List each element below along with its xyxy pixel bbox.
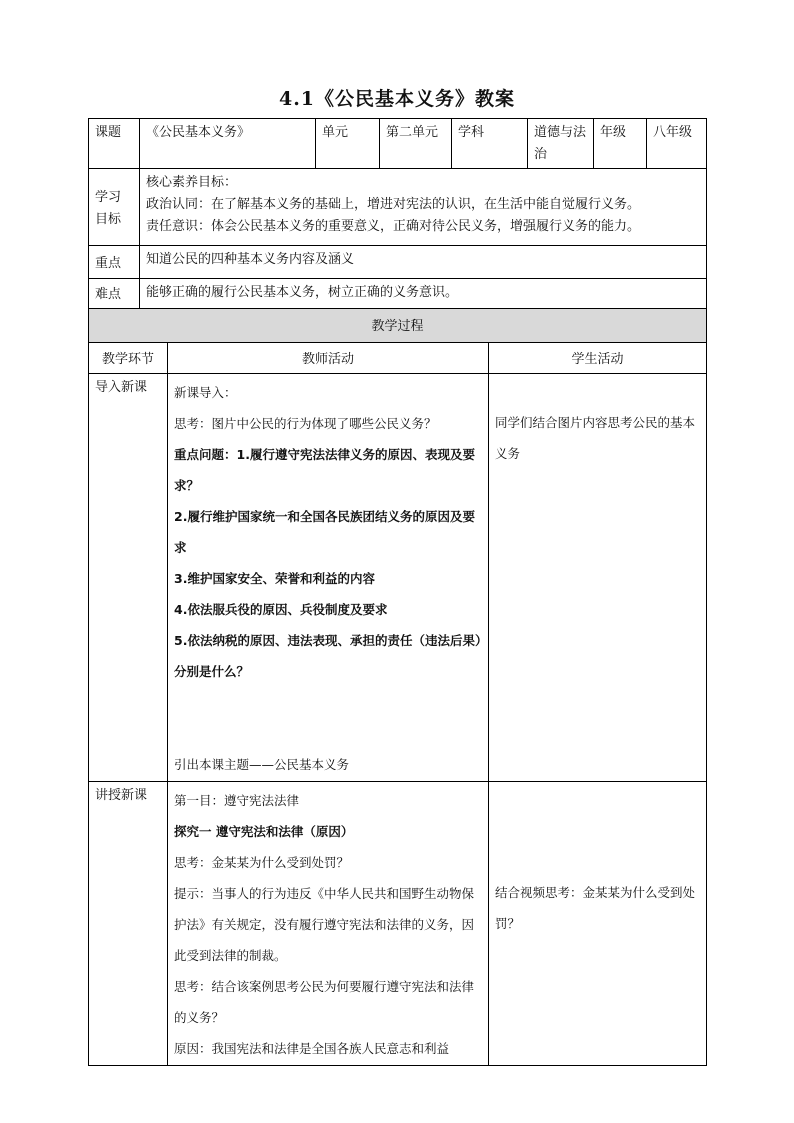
teacher-line: 第一目：遵守宪法法律: [174, 793, 300, 808]
teacher-line: 引出本课主题——公民基本义务: [174, 757, 350, 772]
objectives-line: 政治认同：在了解基本义务的基础上，增进对宪法的认识，在生活中能自觉履行义务。: [146, 197, 641, 212]
teacher-activity-new-lesson: [168, 782, 489, 1066]
stage-intro: 导入新课: [89, 374, 168, 782]
teacher-line: 2.履行维护国家统一和全国各民族团结义务的原因及要求: [174, 509, 475, 555]
column-header-student: 学生活动: [489, 343, 707, 374]
subject-label: 学科: [452, 119, 528, 169]
student-activity-intro: [489, 374, 707, 782]
objectives-label: 学习目标: [89, 169, 140, 246]
process-header: 教学过程: [89, 309, 707, 343]
teacher-line: 思考：结合该案例思考公民为何要履行遵守宪法和法律的义务？: [174, 979, 475, 1025]
objectives-content: [140, 169, 707, 246]
column-header-stage: 教学环节: [89, 343, 168, 374]
topic-label: 课题: [89, 119, 140, 169]
unit-value: 第二单元: [380, 119, 452, 169]
objectives-line: 责任意识：体会公民基本义务的重要意义，正确对待公民义务，增强履行义务的能力。: [146, 219, 641, 234]
subject-value: 道德与法治: [528, 119, 594, 169]
difficulties-text: 能够正确的履行公民基本义务，树立正确的义务意识。: [140, 279, 707, 309]
teacher-line: 探究一 遵守宪法和法律（原因）: [174, 824, 354, 839]
teacher-line: 新课导入：: [174, 385, 237, 400]
student-line: 结合视频思考：金某某为什么受到处罚？: [495, 885, 696, 931]
teacher-line: 思考：图片中公民的行为体现了哪些公民义务？: [174, 416, 437, 431]
student-line: 同学们结合图片内容思考公民的基本义务: [495, 415, 696, 461]
unit-label: 单元: [316, 119, 380, 169]
teacher-activity-intro: [168, 374, 489, 782]
teacher-line: 3.维护国家安全、荣誉和利益的内容: [174, 571, 375, 586]
key-points-text: 知道公民的四种基本义务内容及涵义: [140, 246, 707, 279]
column-header-teacher: 教师活动: [168, 343, 489, 374]
teacher-line: 重点问题：1.履行遵守宪法法律义务的原因、表现及要求？: [174, 447, 475, 493]
teacher-line: 5.依法纳税的原因、违法表现、承担的责任（违法后果）分别是什么？: [174, 633, 482, 679]
teacher-line: 原因：我国宪法和法律是全国各族人民意志和利益: [174, 1041, 450, 1056]
grade-value: 八年级: [647, 119, 707, 169]
grade-label: 年级: [594, 119, 647, 169]
topic-value: 《公民基本义务》: [140, 119, 316, 169]
key-points-label: 重点: [89, 246, 140, 279]
objectives-line: 核心素养目标：: [146, 175, 238, 190]
teacher-line: 提示：当事人的行为违反《中华人民共和国野生动物保护法》有关规定，没有履行遵守宪法和法律的义务，因此受到法律的制裁。: [174, 886, 475, 963]
student-activity-new-lesson: [489, 782, 707, 1066]
stage-new-lesson: 讲授新课: [89, 782, 168, 1066]
teacher-line: 思考：金某某为什么受到处罚？: [174, 855, 350, 870]
document-title: 4.1《公民基本义务》教案: [278, 88, 516, 110]
lesson-info-table: [88, 118, 707, 309]
teacher-line: 4.依法服兵役的原因、兵役制度及要求: [174, 602, 388, 617]
teaching-process-table: [88, 308, 707, 1066]
difficulties-label: 难点: [89, 279, 140, 309]
